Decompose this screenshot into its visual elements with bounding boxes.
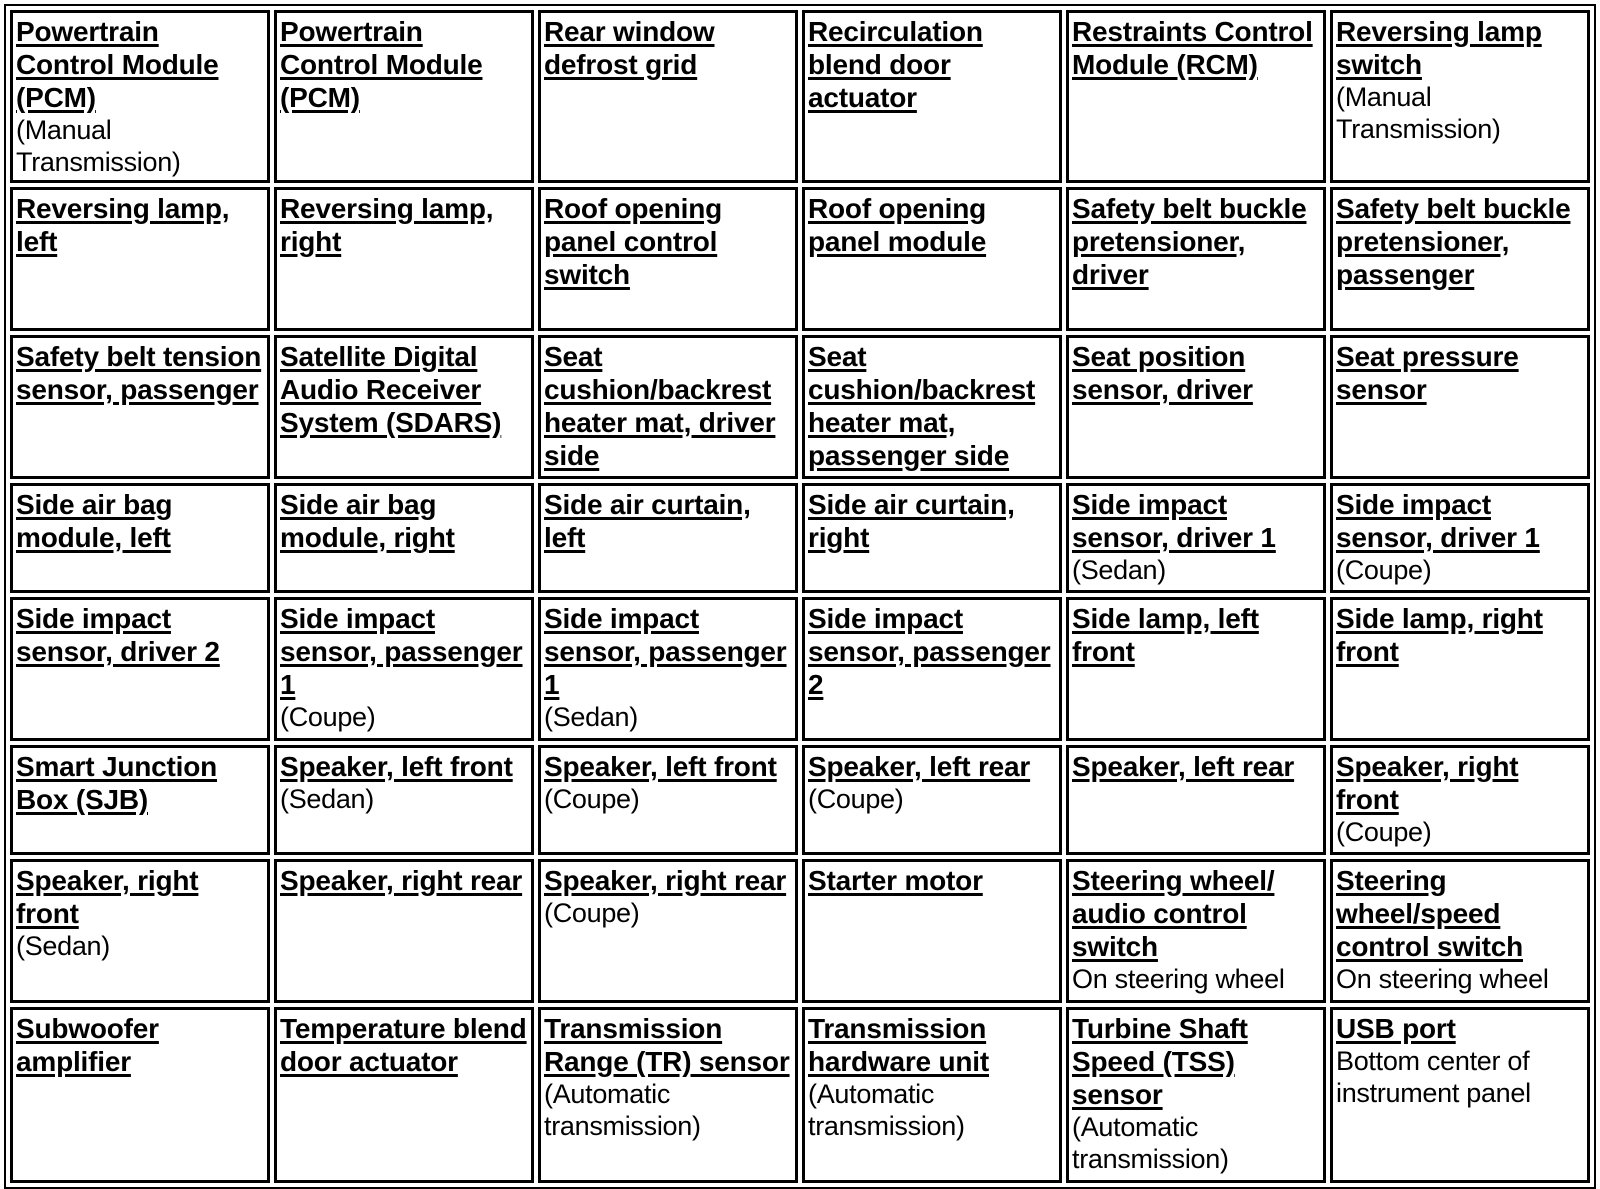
table-cell xyxy=(802,10,1062,183)
table-cell xyxy=(1066,187,1326,331)
table-cell xyxy=(274,483,534,593)
component-link[interactable]: Speaker, right rear xyxy=(280,865,523,896)
component-link[interactable]: Roof opening panel control switch xyxy=(544,193,723,290)
table-cell xyxy=(538,745,798,855)
table-cell xyxy=(274,187,534,331)
component-link[interactable]: Transmission hardware unit xyxy=(808,1013,989,1077)
table-cell xyxy=(274,859,534,1003)
component-link[interactable]: Steering wheel/speed control switch xyxy=(1336,865,1523,962)
component-link[interactable]: Side lamp, right front xyxy=(1336,603,1543,667)
component-note: (Sedan) xyxy=(544,702,638,732)
component-note: Bottom center of instrument panel xyxy=(1336,1046,1531,1108)
component-link[interactable]: Side air curtain, right xyxy=(808,489,1015,553)
table-body xyxy=(10,10,1590,1183)
table-cell xyxy=(274,335,534,479)
table-cell xyxy=(10,187,270,331)
component-link[interactable]: Side impact sensor, driver 2 xyxy=(16,603,220,667)
table-cell xyxy=(1066,859,1326,1003)
component-link[interactable]: Side air bag module, right xyxy=(280,489,455,553)
table-cell xyxy=(538,597,798,741)
table-cell xyxy=(10,597,270,741)
component-link[interactable]: Seat position sensor, driver xyxy=(1072,341,1253,405)
table-cell xyxy=(802,745,1062,855)
component-note: (Automatic transmission) xyxy=(808,1079,965,1141)
component-link[interactable]: Starter motor xyxy=(808,865,983,896)
table-row xyxy=(10,859,1590,1003)
component-note: (Automatic transmission) xyxy=(1072,1112,1229,1174)
component-link[interactable]: Side impact sensor, passenger 1 xyxy=(280,603,523,700)
component-link[interactable]: Side air bag module, left xyxy=(16,489,173,553)
component-link[interactable]: Safety belt buckle pretensioner, driver xyxy=(1072,193,1307,290)
component-note: (Coupe) xyxy=(544,898,640,928)
component-note: (Coupe) xyxy=(1336,555,1432,585)
component-note: (Automatic transmission) xyxy=(544,1079,701,1141)
component-link[interactable]: Smart Junction Box (SJB) xyxy=(16,751,218,815)
table-cell xyxy=(802,187,1062,331)
table-cell xyxy=(1066,597,1326,741)
component-link[interactable]: Side impact sensor, driver 1 xyxy=(1072,489,1276,553)
component-link[interactable]: Side lamp, left front xyxy=(1072,603,1259,667)
table-cell xyxy=(274,10,534,183)
table-cell xyxy=(1330,335,1590,479)
component-link[interactable]: Reversing lamp switch xyxy=(1336,16,1542,80)
component-link[interactable]: Reversing lamp, right xyxy=(280,193,494,257)
table-cell xyxy=(10,745,270,855)
component-note: (Manual Transmission) xyxy=(16,115,181,177)
component-note: (Coupe) xyxy=(1336,817,1432,847)
component-link[interactable]: Speaker, left rear xyxy=(1072,751,1295,782)
table-cell xyxy=(1330,859,1590,1003)
table-cell xyxy=(1066,745,1326,855)
table-cell xyxy=(538,1007,798,1183)
table-cell xyxy=(1066,483,1326,593)
table-cell xyxy=(802,597,1062,741)
component-link[interactable]: USB port xyxy=(1336,1013,1456,1044)
component-link[interactable]: Side impact sensor, passenger 2 xyxy=(808,603,1051,700)
component-link[interactable]: Satellite Digital Audio Receiver System (SDARS) xyxy=(280,341,502,438)
table-row xyxy=(10,1007,1590,1183)
component-note: (Coupe) xyxy=(808,784,904,814)
component-note: (Sedan) xyxy=(280,784,374,814)
table-cell xyxy=(802,483,1062,593)
component-link[interactable]: Roof opening panel module xyxy=(808,193,987,257)
component-note: (Sedan) xyxy=(1072,555,1166,585)
table-cell xyxy=(1066,1007,1326,1183)
table-cell xyxy=(538,859,798,1003)
component-link[interactable]: Speaker, left rear xyxy=(808,751,1031,782)
table-cell xyxy=(1330,483,1590,593)
table-cell xyxy=(10,1007,270,1183)
component-link[interactable]: Seat cushion/backrest heater mat, passenger side xyxy=(808,341,1036,471)
component-location-table xyxy=(4,4,1596,1189)
component-link[interactable]: Temperature blend door actuator xyxy=(280,1013,527,1077)
component-link[interactable]: Safety belt buckle pretensioner, passenger xyxy=(1336,193,1571,290)
component-link[interactable]: Seat cushion/backrest heater mat, driver side xyxy=(544,341,776,471)
table-cell xyxy=(10,859,270,1003)
table-cell xyxy=(1330,745,1590,855)
component-note: (Coupe) xyxy=(280,702,376,732)
table-row xyxy=(10,10,1590,183)
table-cell xyxy=(802,1007,1062,1183)
table-cell xyxy=(538,335,798,479)
table-cell xyxy=(538,187,798,331)
table-cell xyxy=(1330,597,1590,741)
component-link[interactable]: Side impact sensor, passenger 1 xyxy=(544,603,787,700)
component-link[interactable]: Powertrain Control Module (PCM) xyxy=(280,16,483,113)
table-cell xyxy=(274,745,534,855)
component-link[interactable]: Speaker, right front xyxy=(16,865,199,929)
component-link[interactable]: Powertrain Control Module (PCM) xyxy=(16,16,219,113)
component-note: (Sedan) xyxy=(16,931,110,961)
table-cell xyxy=(538,483,798,593)
component-link[interactable]: Safety belt tension sensor, passenger xyxy=(16,341,262,405)
table-row xyxy=(10,187,1590,331)
table-cell xyxy=(1066,10,1326,183)
table-cell xyxy=(274,1007,534,1183)
component-link[interactable]: Speaker, left front xyxy=(280,751,513,782)
table-cell xyxy=(538,10,798,183)
table-cell xyxy=(802,859,1062,1003)
component-note: (Manual Transmission) xyxy=(1336,82,1501,144)
table-row xyxy=(10,597,1590,741)
component-note: On steering wheel xyxy=(1336,964,1549,994)
table-cell xyxy=(274,597,534,741)
component-link[interactable]: Seat pressure sensor xyxy=(1336,341,1519,405)
table-row xyxy=(10,335,1590,479)
component-link[interactable]: Restraints Control Module (RCM) xyxy=(1072,16,1313,80)
table-cell xyxy=(1066,335,1326,479)
component-link[interactable]: Rear window defrost grid xyxy=(544,16,715,80)
component-link[interactable]: Steering wheel/ audio control switch xyxy=(1072,865,1275,962)
component-link[interactable]: Speaker, right front xyxy=(1336,751,1519,815)
table-cell xyxy=(10,335,270,479)
table-cell xyxy=(10,483,270,593)
table-cell xyxy=(1330,10,1590,183)
component-link[interactable]: Speaker, right rear xyxy=(544,865,787,896)
table-row xyxy=(10,483,1590,593)
component-note: (Coupe) xyxy=(544,784,640,814)
table-cell xyxy=(1330,187,1590,331)
component-link[interactable]: Recirculation blend door actuator xyxy=(808,16,983,113)
component-link[interactable]: Reversing lamp, left xyxy=(16,193,230,257)
table-cell xyxy=(802,335,1062,479)
table-row xyxy=(10,745,1590,855)
component-link[interactable]: Side impact sensor, driver 1 xyxy=(1336,489,1540,553)
component-link[interactable]: Speaker, left front xyxy=(544,751,777,782)
table-cell xyxy=(10,10,270,183)
component-link[interactable]: Transmission Range (TR) sensor xyxy=(544,1013,790,1077)
table-cell xyxy=(1330,1007,1590,1183)
component-link[interactable]: Turbine Shaft Speed (TSS) sensor xyxy=(1072,1013,1248,1110)
component-link[interactable]: Subwoofer amplifier xyxy=(16,1013,159,1077)
component-note: On steering wheel xyxy=(1072,964,1285,994)
component-link[interactable]: Side air curtain, left xyxy=(544,489,751,553)
